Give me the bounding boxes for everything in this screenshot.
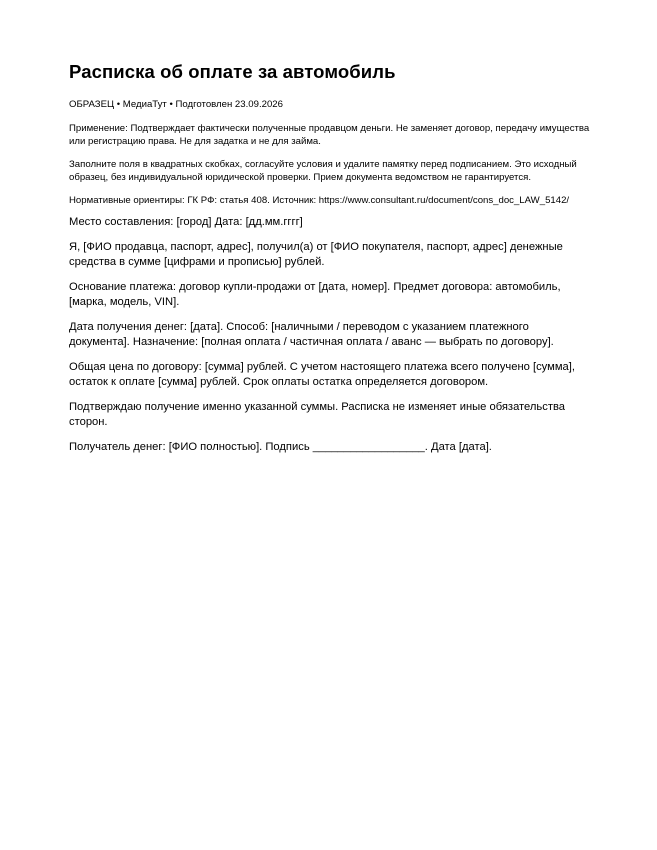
document-meta: ОБРАЗЕЦ • МедиаТут • Подготовлен 23.09.2026 xyxy=(69,99,283,110)
document-title: Расписка об оплате за автомобиль xyxy=(69,61,396,82)
document-page xyxy=(69,58,591,455)
price-balance-paragraph: Общая цена по договору: [сумма] рублей. С учетом настоящего платежа всего получено [сумма], остаток к оплате [сумма] рублей. Срок оплаты остатка определяется договором. xyxy=(69,360,575,388)
confirmation-paragraph: Подтверждаю получение именно указанной суммы. Расписка не изменяет иные обязательства сторон. xyxy=(69,400,566,428)
application-note: Применение: Подтверждает фактически полученные продавцом деньги. Не заменяет договор, передачу имущества или регистрацию права. Не для задатка и не для займа. xyxy=(69,123,590,147)
instruction-note: Заполните поля в квадратных скобках, согласуйте условия и удалите памятку перед подписанием. Это исходный образец, без индивидуальной юридической проверки. Прием документа ведомством не гарантируется. xyxy=(69,159,577,183)
payment-basis-paragraph: Основание платежа: договор купли-продажи от [дата, номер]. Предмет договора: автомобиль, [марка, модель, VIN]. xyxy=(69,280,561,308)
receipt-paragraph: Я, [ФИО продавца, паспорт, адрес], получил(а) от [ФИО покупателя, паспорт, адрес] денежные средства в сумме [цифрами и прописью] рублей. xyxy=(69,240,563,268)
legal-note: Нормативные ориентиры: ГК РФ: статья 408. Источник: https://www.consultant.ru/document/cons_doc_LAW_5142/ xyxy=(69,195,570,206)
place-date-line: Место составления: [город] Дата: [дд.мм.гггг] xyxy=(69,216,303,228)
signature-line: Получатель денег: [ФИО полностью]. Подпись __________________. Дата [дата]. xyxy=(69,440,492,453)
payment-details-paragraph: Дата получения денег: [дата]. Способ: [наличными / переводом с указанием платежного документа]. Назначение: [полная оплата / частичная оплата / аванс — выбрать по договору]. xyxy=(69,320,554,348)
